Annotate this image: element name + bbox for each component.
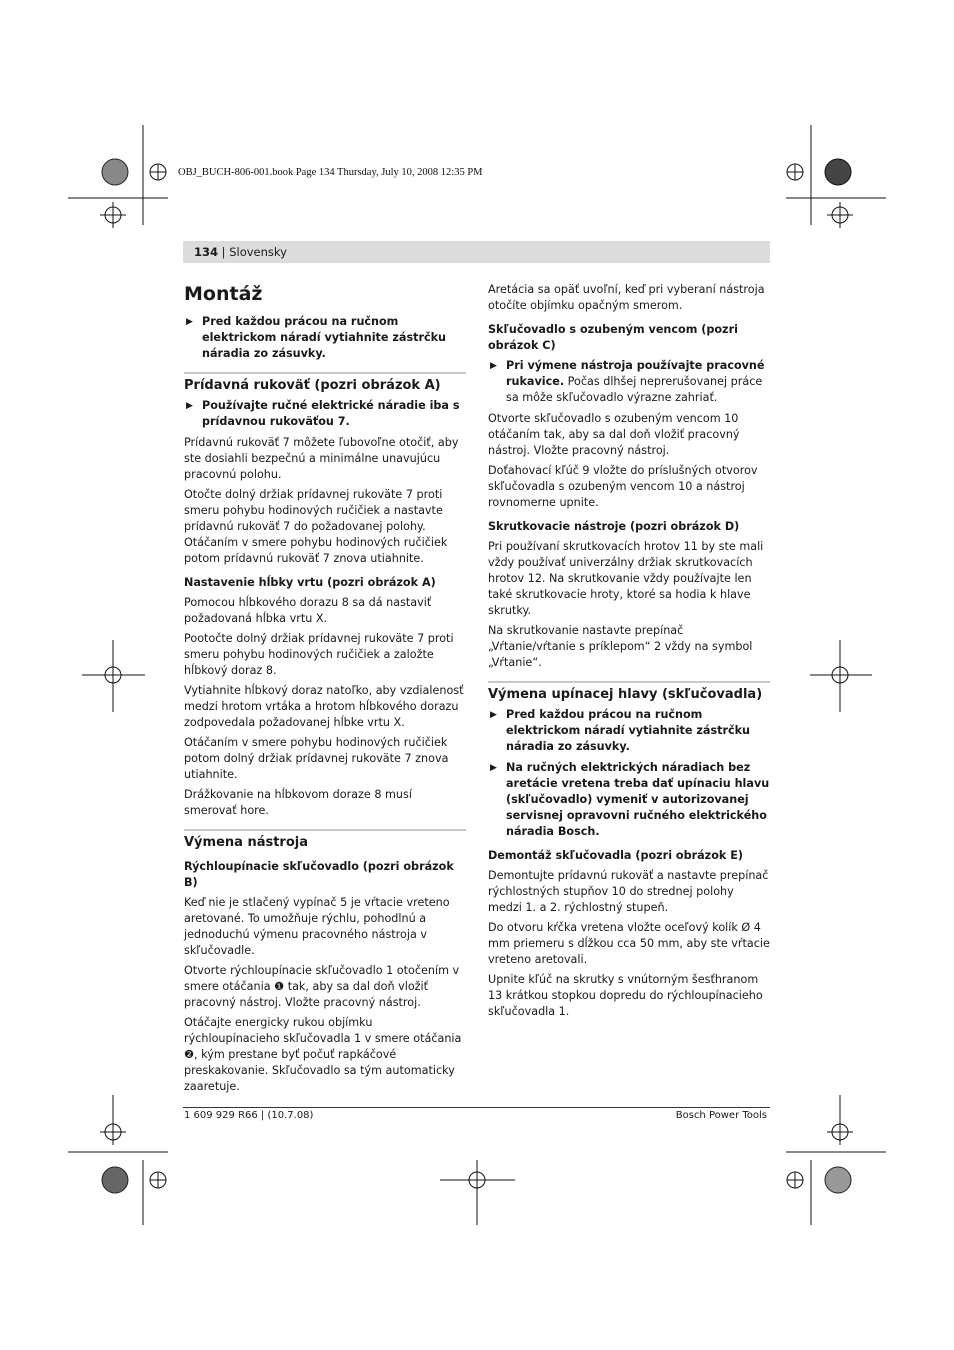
paragraph: Otáčajte energicky rukou objímku rýchloupínacieho skľučovadla 1 v smere otáčania ❷, kým prestane byť počuť rapkáčové preskakovanie. Skľučovadlo sa tým automaticky zaaretuje. [184, 1016, 462, 1093]
paragraph: Otočte dolný držiak prídavnej rukoväte 7 proti smeru pohybu hodinových ručičiek a nastavte prídavnú rukoväť 7 do požadovanej polohy. Otáčaním v smere pohybu hodinových ručičiek potom prídavnú rukoväť 7 znova utiahnite. [184, 488, 448, 565]
bullet-arrow-icon: ▶ [186, 317, 193, 327]
paragraph: Do otvoru kŕčka vretena vložte oceľový kolík Ø 4 mm priemeru s dĺžkou cca 50 mm, aby ste vŕtacie vreteno aretovali. [488, 921, 770, 966]
right-column [488, 282, 770, 1024]
heading-demontaz: Demontáž skľučovadla (pozri obrázok E) [488, 849, 743, 862]
warning-bullet: ▶ Na ručných elektrických náradiach bez aretácie vretena treba dať upínaciu hlavu (skľučovadlo) vymeniť v autorizovanej servisnej opravovni ručného elektrického náradia Bosch. [490, 761, 770, 838]
paragraph: Demontujte prídavnú rukoväť a nastavte prepínač rýchlostných stupňov 10 do strednej polohy medzi 1. a 2. rýchlostný stupeň. [488, 869, 769, 914]
paragraph: Na skrutkovanie nastavte prepínač „Vŕtanie/vŕtanie s príklepom“ 2 vždy na symbol „Vŕtanie“. [488, 624, 753, 669]
bullet-arrow-icon: ▶ [490, 361, 497, 371]
footer-divider [183, 1107, 770, 1108]
bullet-arrow-icon: ▶ [186, 401, 193, 411]
warning-bullet: ▶ Pri výmene nástroja používajte pracovné rukavice. Počas dlhšej neprerušovanej práce sa môže skľučovadlo výrazne zahriať. [490, 359, 765, 404]
bullet-arrow-icon: ▶ [490, 710, 497, 720]
heading-ozubeny-venec: Skľučovadlo s ozubeným vencom (pozri obrázok C) [488, 323, 738, 352]
left-column [184, 282, 466, 1099]
paragraph: Otvorte rýchloupínacie skľučovadlo 1 otočením v smere otáčania ❶ tak, aby sa dal doň vložiť pracovný nástroj. Vložte pracovný nástroj. [184, 964, 460, 1009]
paragraph: Doťahovací kľúč 9 vložte do príslušných otvorov skľučovadla s ozubeným vencom 10 a nástroj rovnomerne upnite. [488, 464, 758, 509]
heading-skrutkovacie: Skrutkovacie nástroje (pozri obrázok D) [488, 520, 740, 533]
paragraph: Pomocou hĺbkového dorazu 8 sa dá nastaviť požadovaná hĺbka vrtu X. [184, 596, 432, 625]
paragraph: Pootočte dolný držiak prídavnej rukoväte 7 proti smeru pohybu hodinových ručičiek a založte hĺbkový doraz 8. [184, 632, 454, 677]
header-language: Slovensky [229, 245, 287, 259]
heading-rychloupinacie: Rýchloupínacie skľučovadlo (pozri obrázok B) [184, 860, 454, 889]
footer-brand: Bosch Power Tools [675, 1110, 767, 1121]
paragraph: Otáčaním v smere pohybu hodinových ručičiek potom dolný držiak prídavnej rukoväte 7 znova utiahnite. [184, 736, 449, 781]
warning-bullet: ▶ Pred každou prácou na ručnom elektrickom náradí vytiahnite zástrčku náradia zo zásuvky. [490, 708, 751, 753]
heading-vymena-upinacej-hlavy: Výmena upínacej hlavy (skľučovadla) [488, 681, 770, 703]
bullet-arrow-icon: ▶ [490, 763, 497, 773]
paragraph: Aretácia sa opäť uvoľní, keď pri vyberaní nástroja otočíte objímku opačným smerom. [488, 283, 765, 312]
warning-bullet: ▶ Používajte ručné elektrické náradie iba s prídavnou rukoväťou 7. [186, 399, 460, 428]
heading-vymena-nastroja: Výmena nástroja [184, 829, 466, 851]
page-number: 134 [194, 245, 219, 259]
paragraph: Vytiahnite hĺbkový doraz natoľko, aby vzdialenosť medzi hrotom vrtáka a hrotom hĺbkového dorazu zodpovedala požadovanej hĺbke vrtu X. [184, 684, 464, 729]
paragraph: Otvorte skľučovadlo s ozubeným vencom 10 otáčaním tak, aby sa dal doň vložiť pracovný nástroj. Vložte pracovný nástroj. [488, 412, 740, 457]
page-header [183, 241, 770, 263]
paragraph: Upnite kľúč na skrutky s vnútorným šesťhranom 13 krátkou stopkou dopredu do rýchloupínacieho skľučovadla 1. [488, 973, 763, 1018]
footer-doc-number: 1 609 929 R66 | (10.7.08) [184, 1110, 314, 1121]
section-title-montaz: Montáž [184, 283, 263, 305]
print-info: OBJ_BUCH-806-001.book Page 134 Thursday, July 10, 2008 12:35 PM [178, 167, 483, 178]
paragraph: Drážkovanie na hĺbkovom doraze 8 musí smerovať hore. [184, 788, 412, 817]
paragraph: Prídavnú rukoväť 7 môžete ľubovoľne otočiť, aby ste dosiahli bezpečnú a minimálne unavujúcu pracovnú polohu. [184, 436, 459, 481]
header-separator: | [218, 245, 230, 259]
paragraph: Keď nie je stlačený vypínač 5 je vŕtacie vreteno aretované. To umožňuje rýchlu, pohodlnú a jednoduchú výmenu pracovného nástroja v skľučovadle. [184, 896, 450, 957]
heading-hlbka-vrtu: Nastavenie hĺbky vrtu (pozri obrázok A) [184, 576, 436, 589]
paragraph: Pri používaní skrutkovacích hrotov 11 by ste mali vždy používať univerzálny držiak skrutkovacích hrotov 12. Na skrutkovanie vždy používajte len také skrutkovacie hroty, ktoré sa hodia k hlave skrutky. [488, 540, 764, 617]
heading-pridavna-rukovat: Prídavná rukoväť (pozri obrázok A) [184, 372, 466, 394]
warning-bullet: ▶ Pred každou prácou na ručnom elektrickom náradí vytiahnite zástrčku náradia zo zásuvky. [186, 315, 447, 360]
